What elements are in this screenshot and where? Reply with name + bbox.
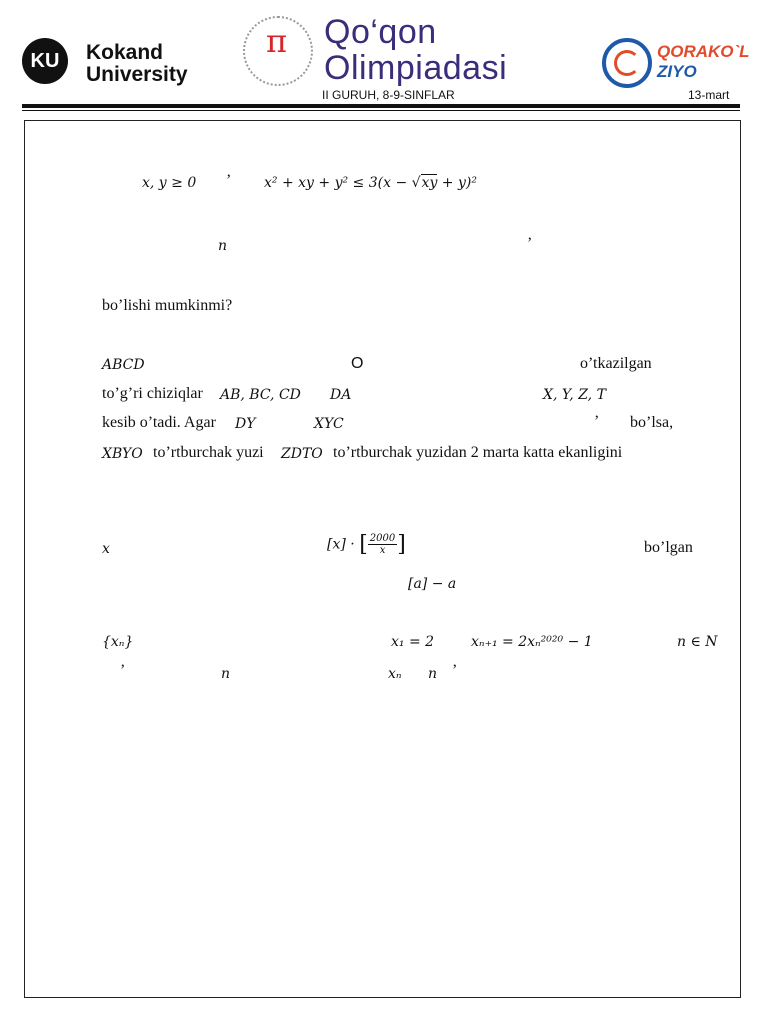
p4-fractional-part: [a] − a xyxy=(408,576,457,592)
sponsor-name xyxy=(657,42,750,82)
p1-ineq-right: + y)² xyxy=(437,175,477,191)
p3-line4-b: to’rtburchak yuzidan 2 marta katta ekanligini xyxy=(333,444,623,461)
p4-expression xyxy=(327,532,406,557)
right-bracket-icon: ] xyxy=(397,532,406,557)
p5-n-in-N: n ∈ N xyxy=(677,634,718,650)
p1-inequality xyxy=(264,175,477,191)
p3-xyc: XYC xyxy=(314,416,344,432)
p4-x: x xyxy=(102,541,110,557)
p3-xbyo: XBYO xyxy=(102,446,143,462)
p5-xn: xₙ xyxy=(388,666,402,682)
p3-zdto: ZDTO xyxy=(281,446,323,462)
sqrt-icon: √ xyxy=(411,175,421,191)
p3-abcd: ABCD xyxy=(102,357,145,373)
p1-ineq-left: x² + xy + y² ≤ 3(x − xyxy=(264,175,412,191)
p3-o: O xyxy=(351,355,364,372)
p3-apostrophe: ’ xyxy=(594,413,600,430)
p1-condition: x, y ≥ 0 xyxy=(142,175,197,191)
p5-n2: n xyxy=(428,666,438,682)
university-name: Kokand University xyxy=(86,41,188,86)
p5-recurrence: xₙ₊₁ = 2xₙ²⁰²⁰ − 1 xyxy=(471,634,593,650)
exam-date: 13-mart xyxy=(688,88,730,102)
sponsor-mark-icon xyxy=(614,50,640,76)
pi-symbol-icon: π xyxy=(266,22,288,60)
p3-line4-a: to’rtburchak yuzi xyxy=(153,444,264,461)
p5-sequence: {xₙ} xyxy=(102,634,134,650)
kokand-university-logo: KU xyxy=(22,38,68,84)
p3-line2-text: to’g’ri chiziqlar xyxy=(102,385,203,402)
sponsor-name-line1: QORAKO`L xyxy=(657,42,750,61)
p3-otkazilgan: o’tkazilgan xyxy=(580,355,652,372)
p3-xyzt: X, Y, Z, T xyxy=(543,387,606,403)
p3-da: DA xyxy=(330,387,352,403)
p1-apostrophe: ’ xyxy=(226,172,232,189)
p4-floor-x: [x] · xyxy=(327,536,355,553)
p4-frac-denominator: x xyxy=(379,545,386,556)
p2-apostrophe: ’ xyxy=(527,235,533,252)
p4-bolgan: bo’lgan xyxy=(644,539,693,556)
p5-apostrophe-2: ’ xyxy=(452,662,458,679)
header-divider-thin xyxy=(22,110,740,111)
p3-bolsa: bo’lsa, xyxy=(630,414,674,431)
problem-frame xyxy=(24,120,741,998)
p5-n: n xyxy=(221,666,231,682)
left-bracket-icon: [ xyxy=(359,532,368,557)
p3-line3-text: kesib o’tadi. Agar xyxy=(102,414,216,431)
p1-ineq-sqrt: xy xyxy=(421,175,438,191)
p4-fraction xyxy=(368,533,397,556)
p2-question: bo’lishi mumkinmi? xyxy=(102,297,233,314)
group-label: II GURUH, 8-9-SINFLAR xyxy=(322,88,455,102)
p3-dy: DY xyxy=(235,416,256,432)
sponsor-name-line2: ZIYO xyxy=(657,62,697,81)
header-divider-thick xyxy=(22,104,740,108)
p5-apostrophe: ’ xyxy=(120,662,126,679)
p3-lines: AB, BC, CD xyxy=(220,387,301,403)
p5-x1: x₁ = 2 xyxy=(391,634,435,650)
olympiad-title-line1: Qo‘qon xyxy=(324,13,437,51)
olympiad-title xyxy=(324,14,507,86)
p4-frac-numerator: 2000 xyxy=(369,533,396,544)
olympiad-title-line2: Olimpiadasi xyxy=(324,49,508,87)
p2-n: n xyxy=(218,238,228,254)
